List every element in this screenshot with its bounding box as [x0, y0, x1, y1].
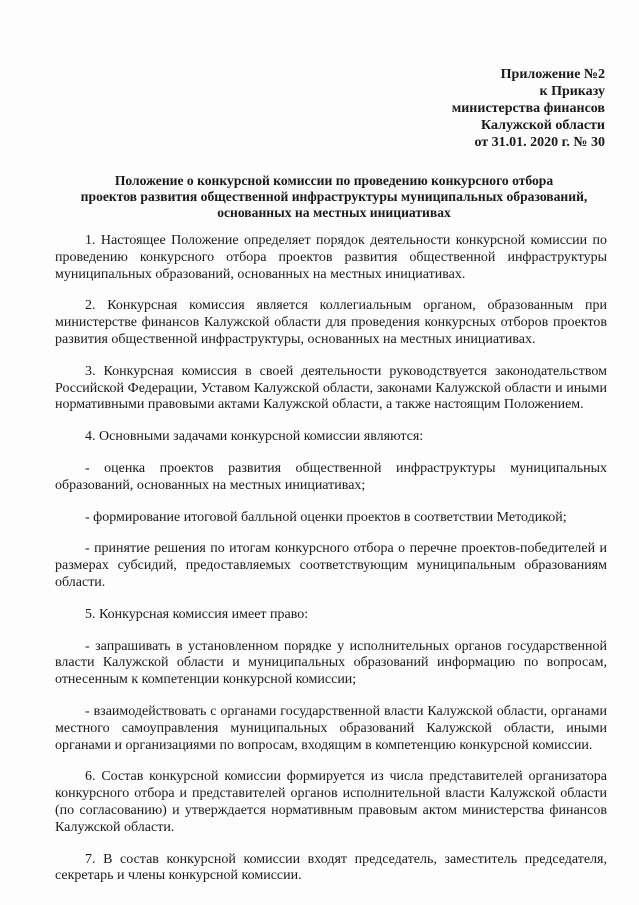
list-item-right-request: - запрашивать в установленном порядке у исполнительных органов государственной власти Калужской области и муниципальных образований информацию по вопросам, отнесенным к компетенции конкурсной комиссии; [55, 638, 607, 688]
paragraph-4: 4. Основными задачами конкурсной комиссии являются: [85, 429, 424, 445]
appendix-region: Калужской области [481, 118, 605, 133]
appendix-number: Приложение №2 [500, 67, 605, 82]
appendix-order-ref: к Приказу [539, 84, 605, 99]
appendix-header [452, 66, 605, 151]
title-line: проектов развития общественной инфраструктуры муниципальных образований, [80, 189, 588, 204]
title-line: основанных на местных инициативах [217, 205, 451, 220]
list-item-task-scoring: - формирование итоговой балльной оценки проектов в соответствии Методикой; [85, 509, 567, 525]
list-item-task-decision: - принятие решения по итогам конкурсного отбора о перечне проектов-победителей и размерах субсидий, предоставляемых соответствующим муниципальным образованиям области. [55, 541, 607, 590]
appendix-date-number: от 31.01. 2020 г. № 30 [474, 135, 605, 150]
paragraph-5: 5. Конкурсная комиссия имеет право: [85, 606, 309, 622]
document-body [55, 233, 607, 900]
paragraph-1: 1. Настоящее Положение определяет порядок деятельности конкурсной комиссии по проведению конкурсного отбора проектов развития общественной инфраструктуры муниципальных образований, основанных на местных инициативах. [55, 233, 607, 282]
title-line: Положение о конкурсной комиссии по проведению конкурсного отбора [114, 173, 554, 188]
appendix-ministry: министерства финансов [451, 101, 605, 116]
list-item-task-evaluation: - оценка проектов развития общественной инфраструктуры муниципальных образований, основанных на местных инициативах; [55, 460, 607, 493]
paragraph-7: 7. В состав конкурсной комиссии входят председатель, заместитель председателя, секретарь и члены конкурсной комиссии. [55, 851, 607, 884]
paragraph-3: 3. Конкурсная комиссия в своей деятельности руководствуется законодательством Российской Федерации, Уставом Калужской области, законами Калужской области и иными нормативными правовыми актами Калужской области, а также настоящим Положением. [55, 363, 607, 413]
document-title [60, 173, 608, 221]
paragraph-6: 6. Состав конкурсной комиссии формируется из числа представителей организатора конкурсного отбора и представителей органов исполнительной власти Калужской области (по согласованию) и утверждается нормативным правовым актом министерства финансов Калужской области. [55, 769, 607, 835]
paragraph-2: 2. Конкурсная комиссия является коллегиальным органом, образованным при министерстве финансов Калужской области для проведения конкурсных отборов проектов развития общественной инфраструктуры, основанных на местных инициативах. [55, 298, 607, 347]
list-item-right-interact: - взаимодействовать с органами государственной власти Калужской области, органами местного самоуправления муниципальных образований Калужской области, иными органами и организациями по вопросам, входящим в компетенцию конкурсной комиссии. [55, 703, 607, 753]
